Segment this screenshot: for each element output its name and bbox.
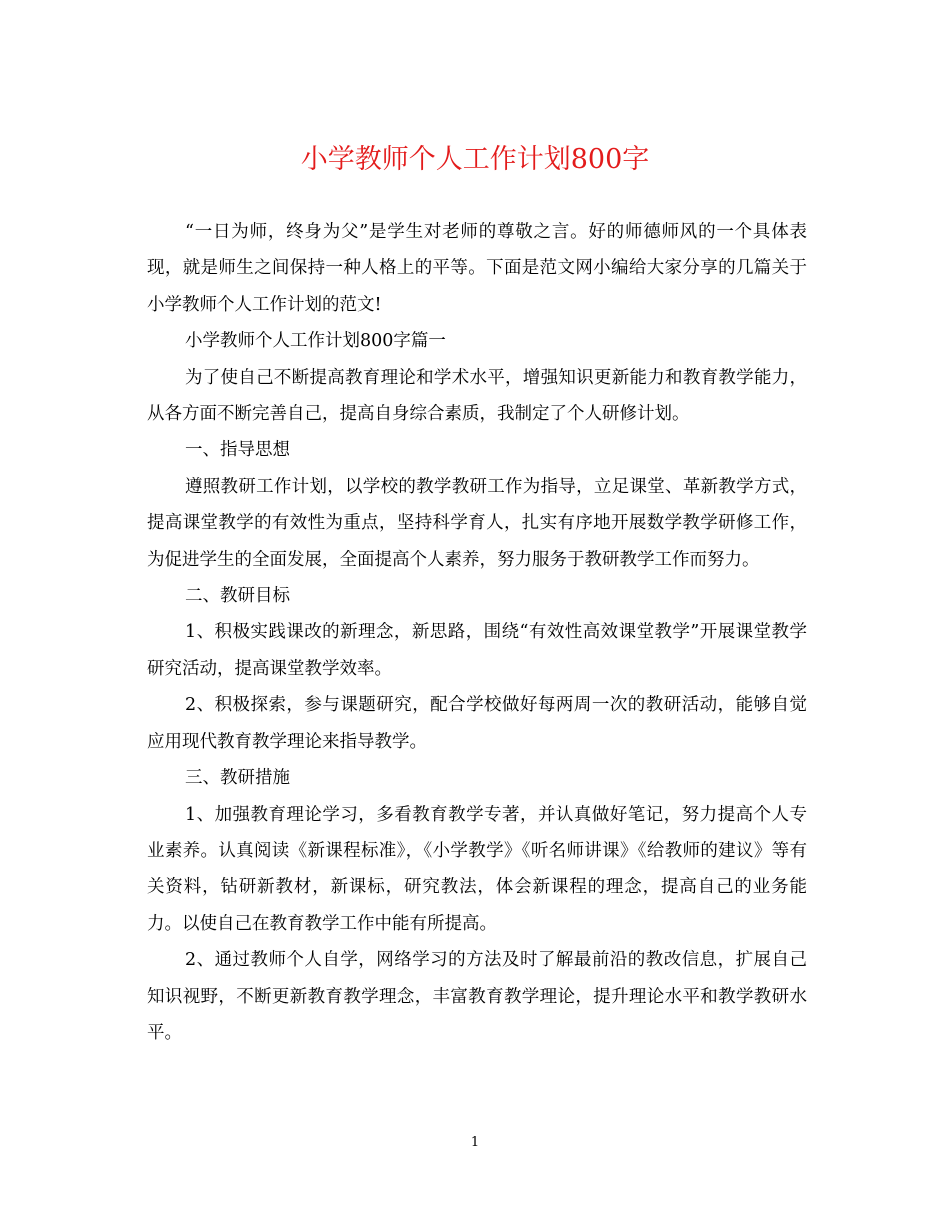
guiding-ideology-paragraph: 遵照教研工作计划，以学校的教学教研工作为指导，立足课堂、革新教学方式，提高课堂教学的有效性为重点，坚持科学育人，扎实有序地开展数学教学研修工作，为促进学生的全面发展，全面提高个人素养，努力服务于教研教学工作而努力。 [147,476,807,570]
goal-item-2: 2、积极探索，参与课题研究，配合学校做好每两周一次的教研活动，能够自觉应用现代教育教学理论来指导教学。 [147,695,807,752]
page-number: 1 [470,1135,480,1150]
document-title: 小学教师个人工作计划800字 [300,144,650,175]
goal-item-1: 1、积极实践课改的新理念，新思路，围绕“有效性高效课堂教学”开展课堂教学研究活动，提高课堂教学效率。 [147,622,807,679]
purpose-paragraph: 为了使自己不断提高教育理论和学术水平，增强知识更新能力和教育教学能力，从各方面不断完善自己，提高自身综合素质，我制定了个人研修计划。 [147,367,807,425]
intro-paragraph: “一日为师，终身为父”是学生对老师的尊敬之言。好的师德师风的一个具体表现，就是师生之间保持一种人格上的平等。下面是范文网小编给大家分享的几篇关于小学教师个人工作计划的范文! [147,222,807,315]
measure-item-2: 2、通过教师个人自学，网络学习的方法及时了解最前沿的教改信息，扩展自己知识视野，不断更新教育教学理念，丰富教育教学理论，提升理论水平和教学教研水平。 [147,950,807,1043]
section-subtitle: 小学教师个人工作计划800字篇一 [185,331,446,352]
heading-guiding-ideology: 一、指导思想 [185,440,290,461]
heading-research-goals: 二、教研目标 [185,586,290,607]
document-body [147,214,807,1051]
heading-research-measures: 三、教研措施 [185,768,290,789]
measure-item-1: 1、加强教育理论学习，多看教育教学专著，并认真做好笔记，努力提高个人专业素养。认真阅读《新课程标准》，《小学教学》《听名师讲课》《给教师的建议》等有关资料，钻研新教材，新课标，研究教法，体会新课程的理念，提高自己的业务能力。以使自己在教育教学工作中能有所提高。 [147,804,807,934]
